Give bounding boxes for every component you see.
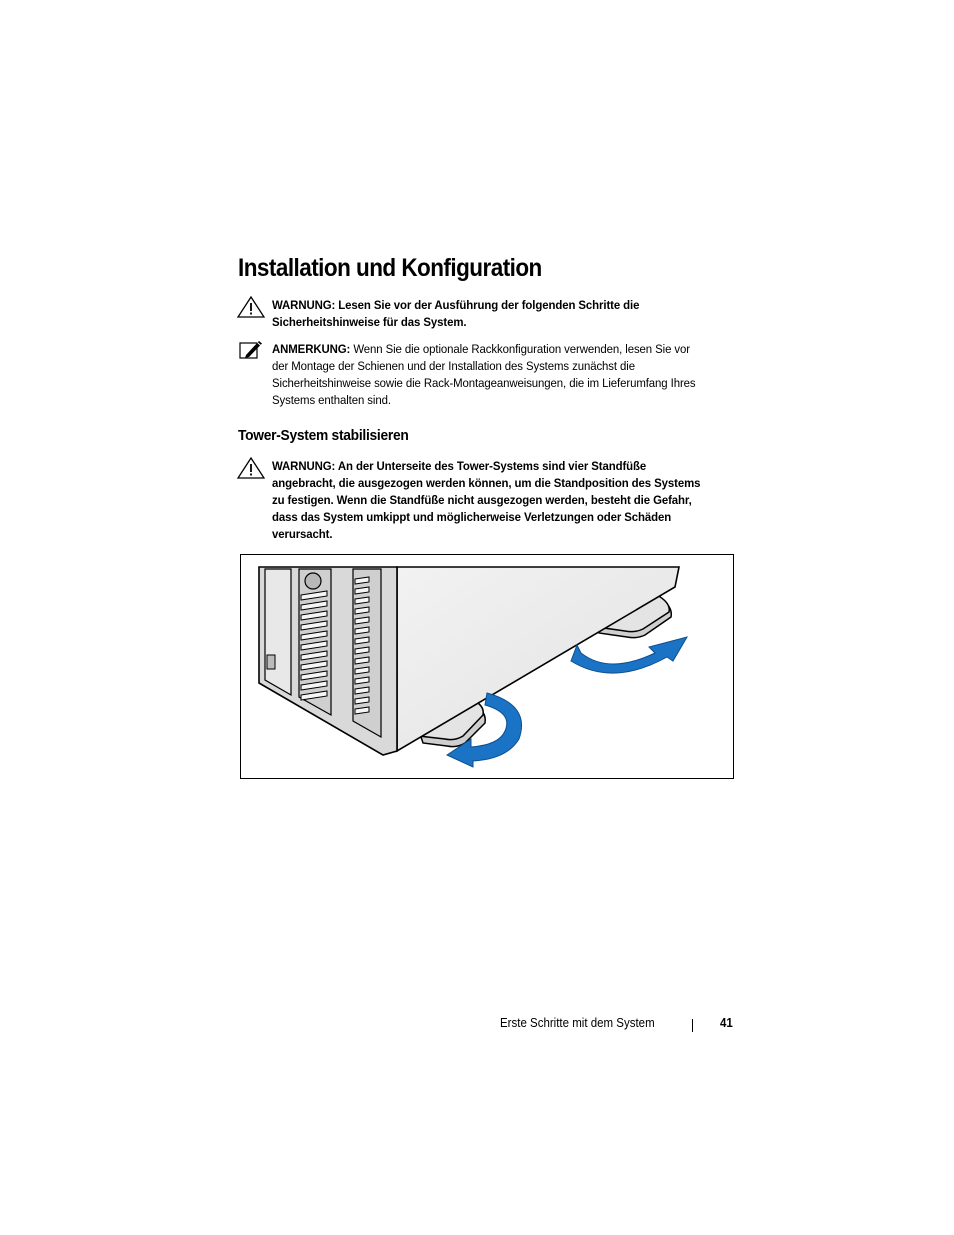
rotate-arrow-rear <box>571 637 687 673</box>
warning-triangle-icon <box>237 296 265 318</box>
chassis-side <box>397 567 679 751</box>
warning-label: WARNUNG: <box>272 298 336 312</box>
tower-stabilizer-figure <box>240 554 734 779</box>
page-number: 41 <box>720 1016 733 1030</box>
note-notice <box>272 341 704 409</box>
section-heading: Tower-System stabilisieren <box>238 427 409 444</box>
footer-separator <box>692 1019 693 1032</box>
warning-label: WARNUNG: <box>272 459 336 473</box>
warning-notice <box>272 458 704 543</box>
warning-text: Lesen Sie vor der Ausführung der folgenden Schritte die Sicherheitshinweise für das System. <box>272 298 640 329</box>
footer-chapter: Erste Schritte mit dem System <box>500 1016 655 1030</box>
tower-stabilizer-illustration <box>241 555 734 779</box>
warning-text: An der Unterseite des Tower-Systems sind vier Standfüße angebracht, die ausgezogen werden können, um die Standposition des Systems zu festigen. Wenn die Standfüße nicht ausgezogen werden, besteht die Gefahr, dass das System umkippt und möglicherweise Verletzungen oder Schäden verursacht. <box>272 459 701 541</box>
note-pencil-icon <box>237 340 263 360</box>
note-label: ANMERKUNG: <box>272 342 351 356</box>
warning-notice <box>272 297 704 331</box>
warning-triangle-icon <box>237 457 265 479</box>
page-title: Installation und Konfiguration <box>238 254 542 282</box>
note-text: Wenn Sie die optionale Rackkonfiguration verwenden, lesen Sie vor der Montage der Schienen und der Installation des Systems zunächst die Sicherheitshinweise sowie die Rack-Montageanweisungen, die im Lieferumfang Ihres Systems enthalten sind. <box>272 342 696 407</box>
